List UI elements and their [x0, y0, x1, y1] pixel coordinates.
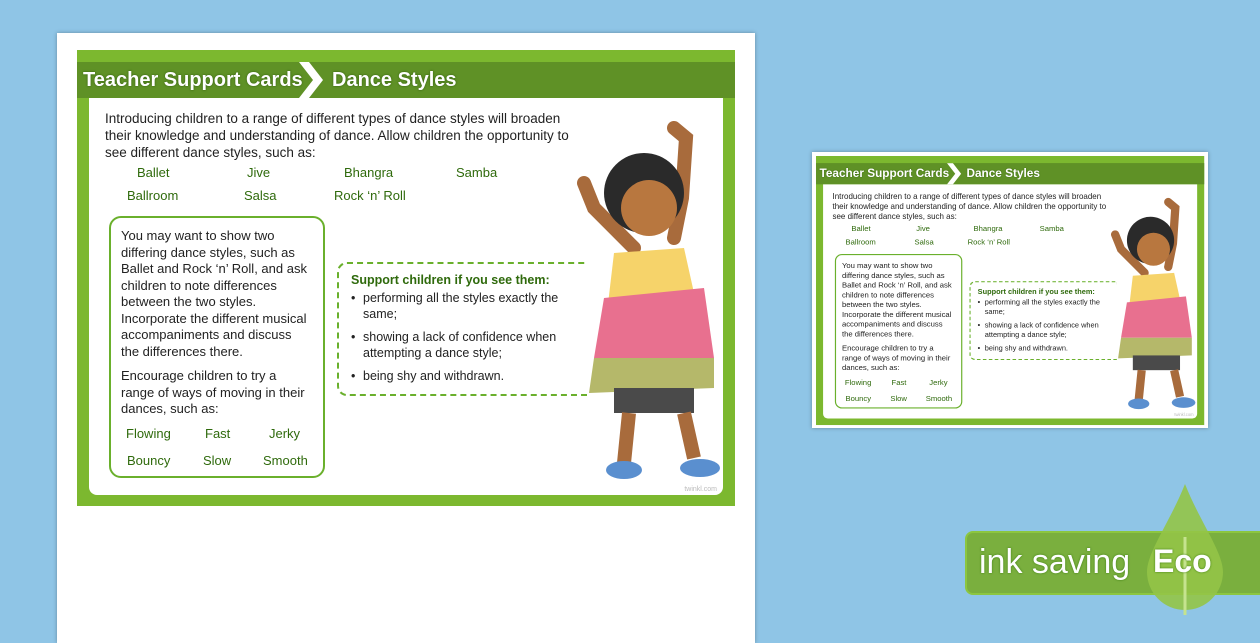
suggestion-box	[109, 216, 325, 478]
card-body	[89, 98, 723, 495]
watermark: twinkl.com	[684, 486, 717, 493]
movement-word: Smooth	[925, 393, 953, 403]
movement-word: Jerky	[269, 426, 301, 441]
dance-style: Rock ‘n’ Roll	[334, 188, 406, 203]
dancing-girl-illustration	[574, 108, 722, 488]
card-body	[823, 184, 1197, 418]
breadcrumb-current: Dance Styles	[966, 167, 1040, 181]
support-item: • performing all the styles exactly the same;	[351, 290, 575, 322]
breadcrumb-parent: Teacher Support Cards	[83, 69, 303, 91]
page-thumbnail[interactable]	[812, 152, 1208, 428]
movement-text: Encourage children to try a range of ways of moving in their dances, such as:	[841, 343, 951, 372]
movement-word: Jerky	[929, 377, 948, 387]
dance-style: Ballet	[137, 165, 170, 180]
movement-word: Bouncy	[845, 393, 872, 403]
chevron-right-icon	[299, 62, 329, 98]
movement-word: Fast	[891, 377, 907, 387]
support-box	[337, 262, 587, 396]
dance-style: Samba	[456, 165, 498, 180]
dance-style: Ballroom	[127, 188, 179, 203]
movement-word: Flowing	[844, 377, 872, 387]
support-title: Support children if you see them:	[977, 287, 1095, 296]
support-card-thumbnail	[816, 156, 1204, 425]
card-header	[77, 62, 735, 98]
dance-style: Samba	[1039, 223, 1064, 233]
card-header	[816, 163, 1204, 184]
suggestion-box	[835, 254, 962, 409]
support-item: • performing all the styles exactly the same;	[978, 298, 1110, 317]
dance-style: Jive	[916, 223, 930, 233]
breadcrumb-parent: Teacher Support Cards	[819, 167, 950, 181]
support-card	[77, 50, 735, 506]
movement-word: Bouncy	[127, 453, 171, 468]
intro-text: Introducing children to a range of different types of dance styles will broaden their knowledge and understanding of dance. Allow children the opportunity to see different dance styles, such as:	[105, 111, 569, 160]
movement-text: Encourage children to try a range of ways of moving in their dances, such as:	[121, 368, 305, 416]
dance-style: Bhangra	[973, 223, 1003, 233]
dance-style: Rock ‘n’ Roll	[967, 237, 1010, 247]
ink-saving-label: ink saving	[979, 543, 1131, 581]
chevron-right-icon	[947, 163, 965, 184]
suggestion-text: You may want to show two differing dance styles, such as Ballet and Rock ‘n’ Roll, and ask children to note differences between the two styles. Incorporate the different musical accompaniments and discuss the differences there.	[121, 228, 307, 359]
dance-style: Ballet	[851, 223, 871, 233]
dance-style: Ballroom	[845, 237, 876, 247]
watermark: twinkl.com	[1174, 413, 1194, 418]
movement-word: Fast	[205, 426, 231, 441]
movement-word: Slow	[890, 393, 907, 403]
eco-label: Eco	[1153, 543, 1212, 579]
movement-word: Slow	[203, 453, 232, 468]
breadcrumb-current: Dance Styles	[332, 69, 457, 91]
dance-style: Salsa	[914, 237, 934, 247]
dance-style: Salsa	[244, 188, 277, 203]
support-item: • showing a lack of confidence when attempting a dance style;	[978, 321, 1110, 340]
movement-word: Flowing	[126, 426, 171, 441]
dancing-girl-illustration	[1109, 190, 1196, 414]
dance-style: Jive	[247, 165, 271, 180]
suggestion-text: You may want to show two differing dance styles, such as Ballet and Rock ‘n’ Roll, and ask children to note differences between the two styles. Incorporate the different musical accompaniments and discuss the differences there.	[841, 261, 952, 339]
movement-word: Smooth	[263, 453, 308, 468]
support-box	[969, 281, 1117, 360]
dance-style: Bhangra	[344, 165, 394, 180]
support-item: • being shy and withdrawn.	[351, 368, 575, 384]
intro-text: Introducing children to a range of different types of dance styles will broaden their knowledge and understanding of dance. Allow children the opportunity to see different dance styles, such as:	[832, 191, 1107, 221]
support-title: Support children if you see them:	[351, 273, 550, 287]
support-item: • being shy and withdrawn.	[978, 344, 1110, 353]
support-item: • showing a lack of confidence when attempting a dance style;	[351, 329, 575, 361]
